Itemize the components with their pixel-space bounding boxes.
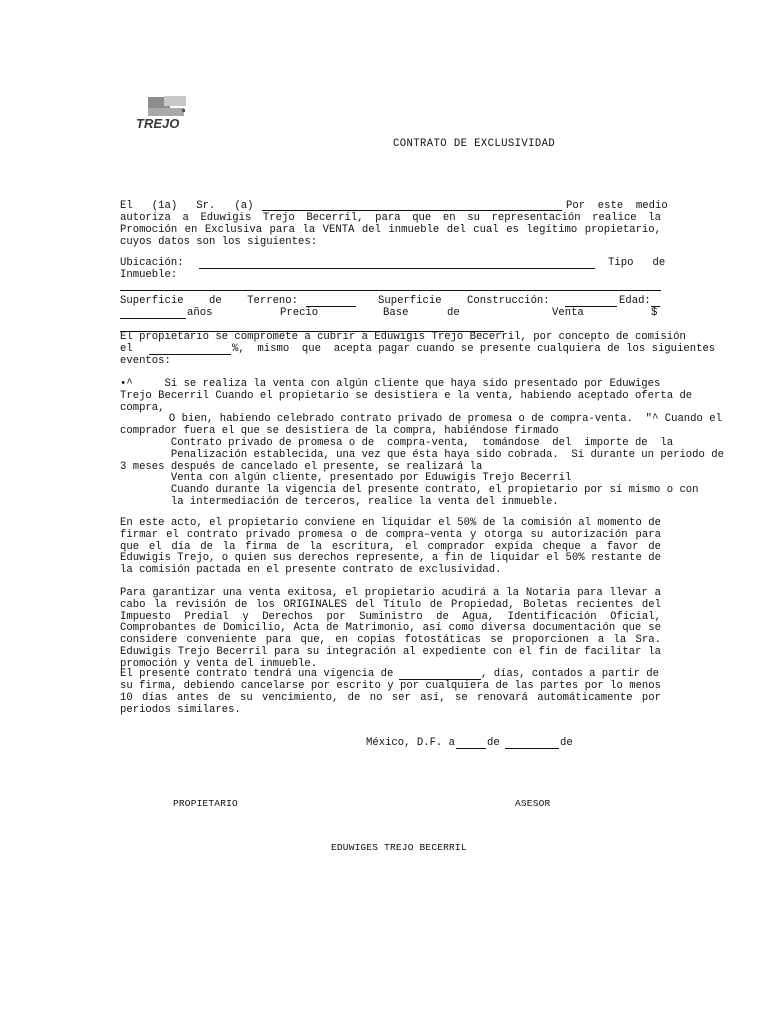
- document-title: CONTRATO DE EXCLUSIVIDAD: [393, 138, 556, 150]
- company-logo: [134, 96, 196, 132]
- propietario-signature-label: PROPIETARIO: [173, 798, 238, 809]
- intro-paragraph: autoriza a Eduwigis Trejo Becerril, para que en su representación realice la Promoción en Exclusiva para la VENTA del inmueble del cual es legítimo propietario, cuyos datos son los siguientes:: [120, 212, 661, 248]
- inmueble-label: Inmueble:: [120, 269, 178, 281]
- event-line: O bien, habiendo celebrado contrato privado de promesa o de compra-venta. "^ Cuando el: [118, 413, 722, 426]
- commission-line-3: eventos:: [120, 355, 171, 367]
- tipo-label: Tipo de: [608, 257, 666, 269]
- date-de-2: de: [560, 737, 573, 749]
- place-prefix: México, D.F. a: [366, 737, 456, 749]
- base-label: Base: [383, 307, 409, 319]
- payment-paragraph: En este acto, el propietario conviene en liquidar el 50% de la comisión al momento de firmar el contrato privado promesa o de compra–venta y otorga su autorización para que el día de la firma de la escritura, el comprador expida cheque a favor de Eduwigis Trejo, o quien sus derechos represente, a fin de liquidar el 50% restante de la comisión pactada en el presente contrato de exclusividad.: [120, 517, 661, 577]
- logo-text: TREJO: [136, 116, 180, 131]
- venta-label: Venta: [552, 307, 584, 319]
- event-line: Contrato privado de promesa o de compra-venta, tomándose del importe de la: [120, 436, 674, 449]
- edad-years-blank: [120, 318, 186, 319]
- logo-dot: [182, 109, 185, 112]
- events-list: [120, 379, 724, 509]
- event-line: •^ Si se realiza la venta con algún cliente que haya sido presentado por Eduwiges: [120, 378, 661, 390]
- logo-block-mid: [148, 108, 184, 116]
- commission-prefix: el: [120, 343, 133, 355]
- logo-graphic: [134, 96, 196, 132]
- inmueble-blank: [120, 290, 661, 291]
- ubicacion-blank: [199, 268, 595, 269]
- event-line: Penalización establecida, una vez que ésta haya sido cobrada. Si durante un periodo de: [120, 448, 724, 461]
- intro-prefix: El (1a) Sr. (a): [120, 200, 254, 212]
- event-line: compra,: [120, 401, 165, 414]
- owner-name-blank: [262, 210, 562, 211]
- day-blank: [456, 748, 486, 749]
- asesor-signature-label: ASESOR: [515, 798, 551, 809]
- event-line: 3 meses después de cancelado el presente, se realizará la: [120, 460, 483, 473]
- vigencia-prefix: El presente contrato tendrá una vigencia de: [120, 668, 394, 680]
- event-line: Cuando durante la vigencia del presente contrato, el propietario por sí mismo o con: [120, 484, 699, 497]
- commission-line-1: El propietario se compromete a cubrir a Eduwigis Trejo Becerril, por concepto de comisión: [120, 331, 686, 343]
- commission-suffix: %, mismo que acepta pagar cuando se presente cualquiera de los siguientes: [232, 343, 716, 355]
- event-line: Venta con algún cliente, presentado por Eduwigis Trejo Becerril: [120, 472, 572, 485]
- precio-label: Precio: [280, 307, 319, 319]
- ubicacion-label: Ubicación:: [120, 257, 184, 269]
- event-line: comprador fuera el que se desistiera de la compra, habiéndose firmado: [120, 425, 559, 438]
- vigencia-paragraph: su firma, debiendo cancelarse por escrito y por cualquiera de las partes por lo menos 10 días antes de su vencimiento, de no ser así, se renovará automáticamente por periodos similares.: [120, 680, 661, 716]
- date-de-1: de: [487, 737, 500, 749]
- de-label: de: [447, 307, 460, 319]
- edad-label: Edad:: [619, 295, 651, 307]
- asesor-name: EDUWIGES TREJO BECERRIL: [331, 842, 467, 853]
- intro-suffix: Por este medio: [566, 200, 668, 212]
- event-line: Trejo Becerril Cuando el propietario se desistiera e la venta, habiendo aceptado oferta de: [120, 389, 693, 402]
- superficie-construccion-label: Superficie Construcción:: [378, 295, 550, 307]
- documents-paragraph: Para garantizar una venta exitosa, el propietario acudirá a la Notaria para llevar a cabo la revisión de los ORIGINALES del Título de Propiedad, Boletas recientes del Impuesto Predial y Derechos por Suministro de Agua, Identificación Oficial, Comprobantes de Domicilio, Acta de Matrimonio, así como diversa documentación que se considere conveniente para que, en copias fotostáticas se proporcionen a la Sra. Eduwigis Trejo Becerril para su integración al expediente con el fin de facilitar la promoción y venta del inmueble.: [120, 587, 661, 670]
- anos-label: años: [187, 307, 213, 319]
- logo-block-light: [164, 96, 186, 106]
- superficie-terreno-label: Superficie de Terreno:: [120, 295, 299, 307]
- month-blank: [505, 748, 559, 749]
- event-line: la intermediación de terceros, realice la venta del inmueble.: [120, 495, 559, 508]
- currency-label: $: [651, 307, 658, 319]
- vigencia-suffix: , días, contados a partir de: [481, 668, 660, 680]
